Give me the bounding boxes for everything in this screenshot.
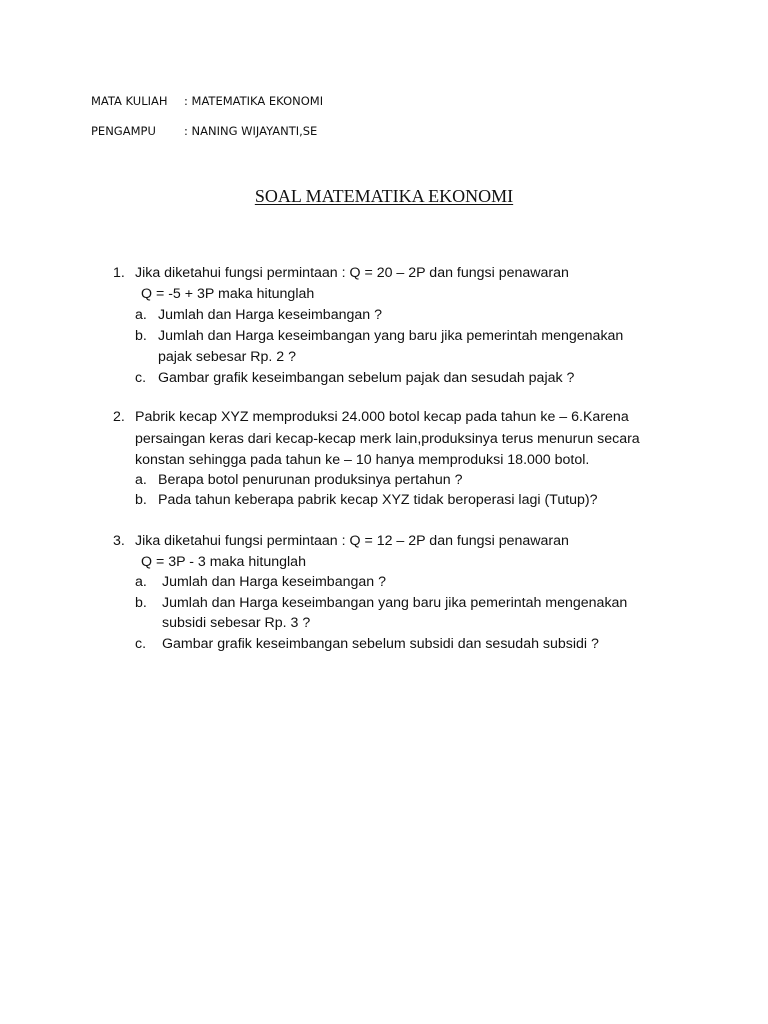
question-2-line-1: Pabrik kecap XYZ memproduksi 24.000 botol kecap pada tahun ke – 6.Karena bbox=[135, 409, 629, 425]
question-3-item-b-letter: b. bbox=[135, 595, 147, 611]
question-1-item-b-letter: b. bbox=[135, 328, 147, 344]
question-2-line-2: persaingan keras dari kecap-kecap merk lain,produksinya terus menurun secara bbox=[135, 431, 640, 447]
question-2-item-b-letter: b. bbox=[135, 492, 147, 508]
question-2-item-a-letter: a. bbox=[135, 472, 147, 488]
question-1-item-a-text: Jumlah dan Harga keseimbangan ? bbox=[158, 307, 382, 323]
question-1-item-a-letter: a. bbox=[135, 307, 147, 323]
course-value: : MATEMATIKA EKONOMI bbox=[184, 94, 324, 108]
question-3-item-a-letter: a. bbox=[135, 574, 147, 590]
question-2-item-a-text: Berapa botol penurunan produksinya pertahun ? bbox=[158, 472, 463, 488]
question-1-line-2: Q = -5 + 3P maka hitunglah bbox=[141, 286, 315, 302]
lecturer-label: PENGAMPU bbox=[91, 124, 156, 138]
question-1-item-b-text-1: Jumlah dan Harga keseimbangan yang baru jika pemerintah mengenakan bbox=[158, 328, 624, 344]
question-3-number: 3. bbox=[113, 533, 125, 549]
question-3-item-b-text-2: subsidi sebesar Rp. 3 ? bbox=[162, 615, 311, 631]
lecturer-value: : NANING WIJAYANTI,SE bbox=[184, 124, 318, 138]
question-3-item-c-text: Gambar grafik keseimbangan sebelum subsidi dan sesudah subsidi ? bbox=[162, 636, 599, 652]
question-2-number: 2. bbox=[113, 409, 125, 425]
question-1-item-c-text: Gambar grafik keseimbangan sebelum pajak dan sesudah pajak ? bbox=[158, 370, 575, 386]
question-1-item-c-letter: c. bbox=[135, 370, 147, 386]
question-3-item-c-letter: c. bbox=[135, 636, 147, 652]
question-3-item-b-text-1: Jumlah dan Harga keseimbangan yang baru jika pemerintah mengenakan bbox=[162, 595, 628, 611]
document-title: SOAL MATEMATIKA EKONOMI bbox=[254, 186, 514, 206]
question-3-line-2: Q = 3P - 3 maka hitunglah bbox=[141, 554, 306, 570]
question-1-number: 1. bbox=[113, 265, 125, 281]
question-3-item-a-text: Jumlah dan Harga keseimbangan ? bbox=[162, 574, 386, 590]
question-2-item-b-text: Pada tahun keberapa pabrik kecap XYZ tidak beroperasi lagi (Tutup)? bbox=[158, 492, 598, 508]
question-2-line-3: konstan sehingga pada tahun ke – 10 hanya memproduksi 18.000 botol. bbox=[135, 452, 590, 468]
question-1-line-1: Jika diketahui fungsi permintaan : Q = 20 – 2P dan fungsi penawaran bbox=[135, 265, 569, 281]
question-1-item-b-text-2: pajak sebesar Rp. 2 ? bbox=[158, 349, 297, 365]
question-3-line-1: Jika diketahui fungsi permintaan : Q = 12 – 2P dan fungsi penawaran bbox=[135, 533, 569, 549]
course-label: MATA KULIAH bbox=[91, 94, 168, 108]
